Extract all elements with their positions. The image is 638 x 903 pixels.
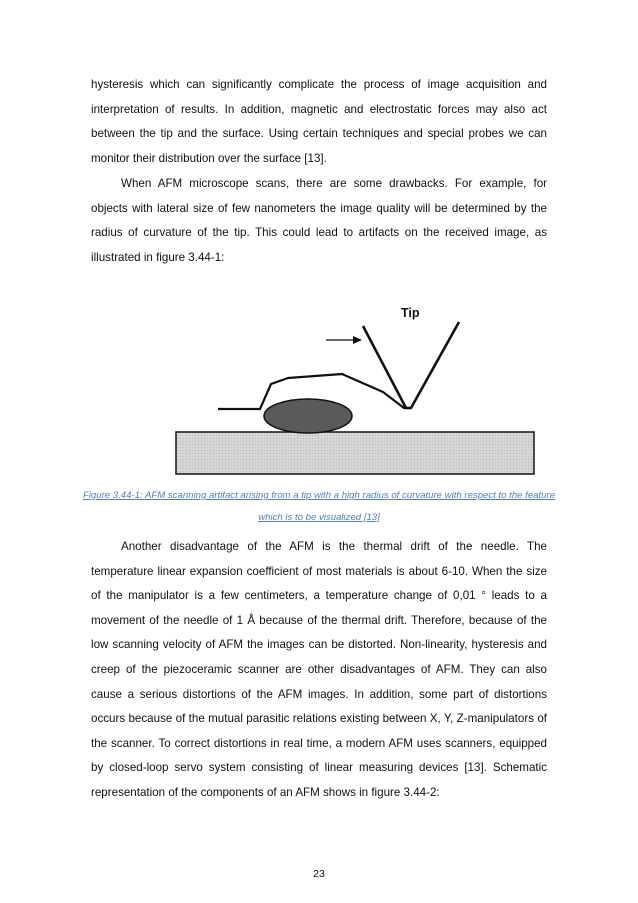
- afm-artifact-figure: [170, 296, 540, 476]
- paragraph-3: Another disadvantage of the AFM is the thermal drift of the needle. The temperature linear expansion coefficient of most materials is about 6-10. When the size of the manipulator is a few centimeters, a temperature change of 0,01 ° leads to a movement of the needle of 1 Å because of the thermal drift. Therefore, because of the low scanning velocity of AFM the images can be distorted. Non-linearity, hysteresis and creep of the piezoceramic scanner are other disadvantages of AFM. They can also cause a serious distortions of the AFM images. In addition, some part of distortions occurs because of the mutual parasitic relations existing between X, Y, Z-manipulators of the scanner. To correct distortions in real time, a modern AFM uses scanners, equipped by closed-loop servo system consisting of linear measuring devices [13]. Schematic representation of the components of an AFM shows in figure 3.44-2:: [91, 540, 547, 799]
- substrate: [176, 432, 534, 474]
- page-number: 23: [313, 868, 325, 880]
- figure-caption: Figure 3.44-1: AFM scanning artifact arising from a tip with a high radius of curvature with respect to the feature which is to be visualized [13]: [82, 490, 556, 523]
- paragraph-2: When AFM microscope scans, there are some drawbacks. For example, for objects with lateral size of few nanometers the image quality will be determined by the radius of curvature of the tip. This could lead to artifacts on the received image, as illustrated in figure 3.44-1:: [91, 177, 547, 264]
- tip-label: Tip: [401, 306, 420, 320]
- afm-tip: [363, 322, 459, 408]
- sample-feature: [264, 399, 352, 433]
- arrow-head-icon: [353, 336, 362, 344]
- paragraph-1: hysteresis which can significantly complicate the process of image acquisition and interpretation of results. In addition, magnetic and electrostatic forces may also act between the tip and the surface. Using certain techniques and special probes we can monitor their distribution over the surface [13].: [91, 78, 547, 165]
